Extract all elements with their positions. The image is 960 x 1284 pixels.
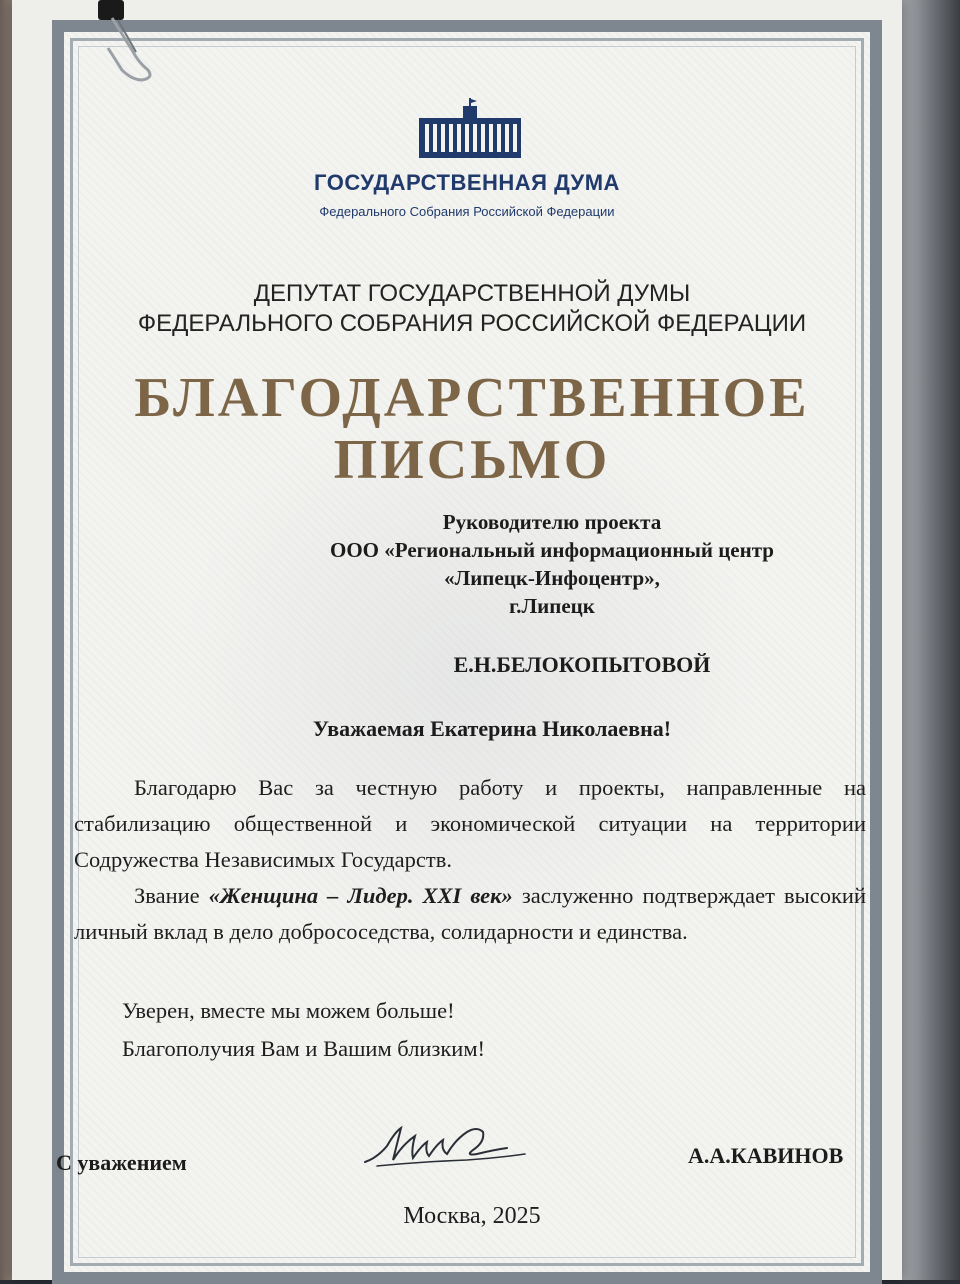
body-paragraph-1-text: Благодарю Вас за честную работу и проекты, направленные на стабилизацию общественной и экономической ситуации на территории Содружества Независимых Государств. (74, 775, 866, 872)
body-paragraph-2-post: заслуженно подтверждает высокий личный вклад в дело добрососедства, солидарности и единства. (74, 883, 866, 944)
closing-respect: С уважением (56, 1150, 187, 1175)
brand-title: ГОСУДАРСТВЕННАЯ ДУМА (314, 170, 620, 195)
recipient-name: Е.Н.БЕЛОКОПЫТОВОЙ (453, 652, 711, 677)
award-title: «Женщина – Лидер. XXI век» (208, 883, 513, 908)
recipient-line-2: ООО «Региональный информационный центр (330, 538, 774, 562)
header-line-2: ФЕДЕРАЛЬНОГО СОБРАНИЯ РОССИЙСКОЙ ФЕДЕРАЦИИ (137, 310, 807, 337)
signer-name: А.А.КАВИНОВ (688, 1143, 844, 1168)
greeting: Уважаемая Екатерина Николаевна! (312, 716, 672, 741)
body-line-3: Уверен, вместе мы можем больше! (122, 998, 455, 1023)
body-paragraph-2-pre: Звание (134, 883, 209, 908)
header-line-1: ДЕПУТАТ ГОСУДАРСТВЕННОЙ ДУМЫ (253, 280, 691, 307)
body-line-4: Благополучия Вам и Вашим близким! (122, 1036, 486, 1061)
brand-subtitle: Федерального Собрания Российской Федерации (319, 204, 615, 219)
place-date: Москва, 2025 (403, 1203, 541, 1229)
body-paragraph-1 (74, 770, 866, 878)
handwritten-signature (357, 1118, 537, 1178)
recipient-line-4: г.Липецк (509, 594, 595, 618)
document-title-line-1: БЛАГОДАРСТВЕННОЕ (134, 367, 810, 429)
body-paragraph-2 (74, 878, 866, 950)
paper-clip-icon (92, 0, 162, 85)
letter-sheet (12, 0, 902, 1280)
state-duma-building-icon (417, 98, 523, 160)
recipient-line-3: «Липецк-Инфоцентр», (444, 566, 660, 590)
recipient-line-1: Руководителю проекта (442, 510, 662, 534)
document-title-line-2: ПИСЬМО (333, 429, 611, 491)
